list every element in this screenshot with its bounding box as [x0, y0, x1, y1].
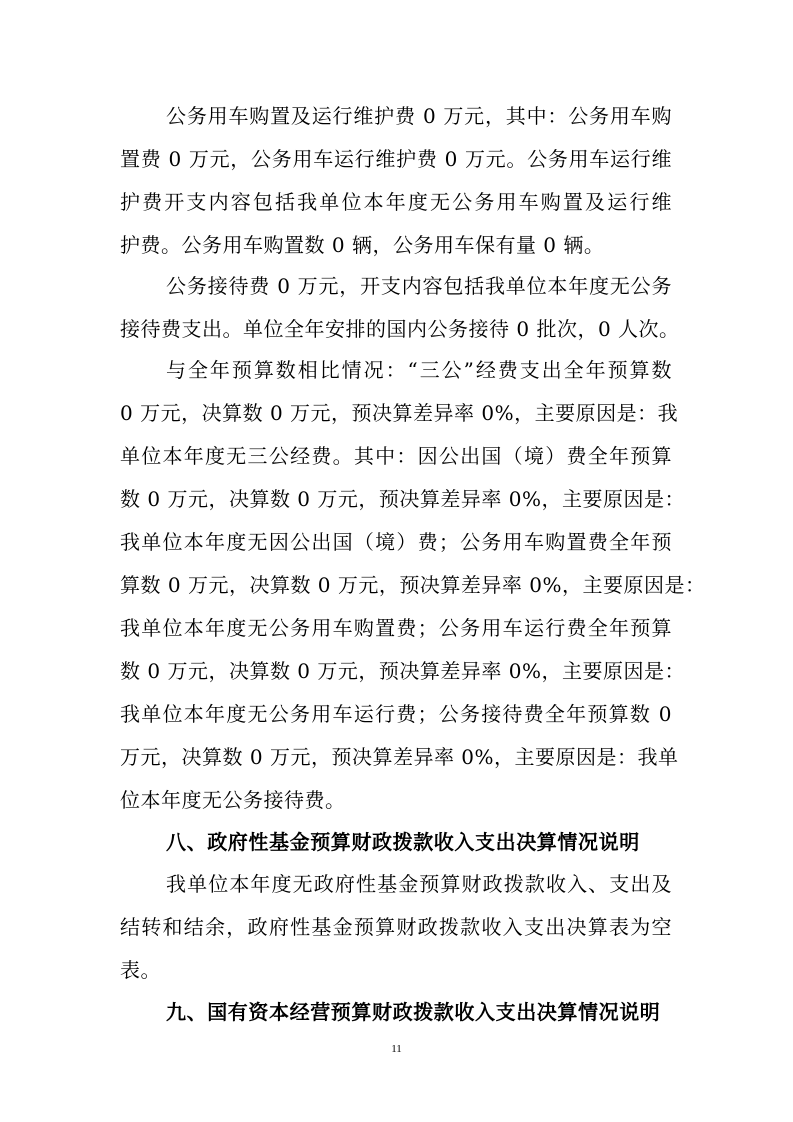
paragraph-comparison-line-6: 算数 0 万元，决算数 0 万元，预决算差异率 0%，主要原因是： [120, 573, 706, 597]
paragraph-comparison-line-2: 0 万元，决算数 0 万元，预决算差异率 0%，主要原因是：我 [120, 401, 679, 425]
paragraph-comparison-line-3: 单位本年度无三公经费。其中：因公出国（境）费全年预算 [120, 444, 672, 468]
paragraph-vehicle-line-2: 置费 0 万元，公务用车运行维护费 0 万元。公务用车运行维 [120, 147, 672, 171]
paragraph-comparison-line-11: 位本年度无公务接待费。 [120, 788, 346, 812]
paragraph-comparison-line-1: 与全年预算数相比情况：“三公”经费支出全年预算数 [166, 358, 672, 382]
paragraph-reception-line-2: 接待费支出。单位全年安排的国内公务接待 0 批次，0 人次。 [120, 317, 680, 341]
paragraph-comparison-line-9: 我单位本年度无公务用车运行费；公务接待费全年预算数 0 [120, 702, 672, 726]
paragraph-comparison-line-8: 数 0 万元，决算数 0 万元，预决算差异率 0%，主要原因是： [120, 659, 685, 683]
section-heading-8: 八、政府性基金预算财政拨款收入支出决算情况说明 [166, 830, 640, 854]
paragraph-reception-line-1: 公务接待费 0 万元，开支内容包括我单位本年度无公务 [166, 274, 672, 298]
section-heading-9: 九、国有资本经营预算财政拨款收入支出决算情况说明 [166, 1000, 661, 1024]
paragraph-vehicle-line-3: 护费开支内容包括我单位本年度无公务用车购置及运行维 [120, 190, 672, 214]
paragraph-fund-line-2: 结转和结余，政府性基金预算财政拨款收入支出决算表为空 [120, 915, 672, 939]
paragraph-comparison-line-10: 万元，决算数 0 万元，预决算差异率 0%，主要原因是：我单 [120, 745, 679, 769]
paragraph-comparison-line-7: 我单位本年度无公务用车购置费；公务用车运行费全年预算 [120, 616, 672, 640]
paragraph-fund-line-1: 我单位本年度无政府性基金预算财政拨款收入、支出及 [166, 872, 672, 896]
paragraph-comparison-line-5: 我单位本年度无因公出国（境）费；公务用车购置费全年预 [120, 530, 672, 554]
paragraph-comparison-line-4: 数 0 万元，决算数 0 万元，预决算差异率 0%，主要原因是： [120, 487, 685, 511]
paragraph-fund-line-3: 表。 [120, 958, 161, 982]
paragraph-vehicle-line-1: 公务用车购置及运行维护费 0 万元，其中：公务用车购 [166, 104, 672, 128]
page-number: 11 [391, 1043, 402, 1055]
paragraph-vehicle-line-4: 护费。公务用车购置数 0 辆，公务用车保有量 0 辆。 [120, 233, 605, 257]
